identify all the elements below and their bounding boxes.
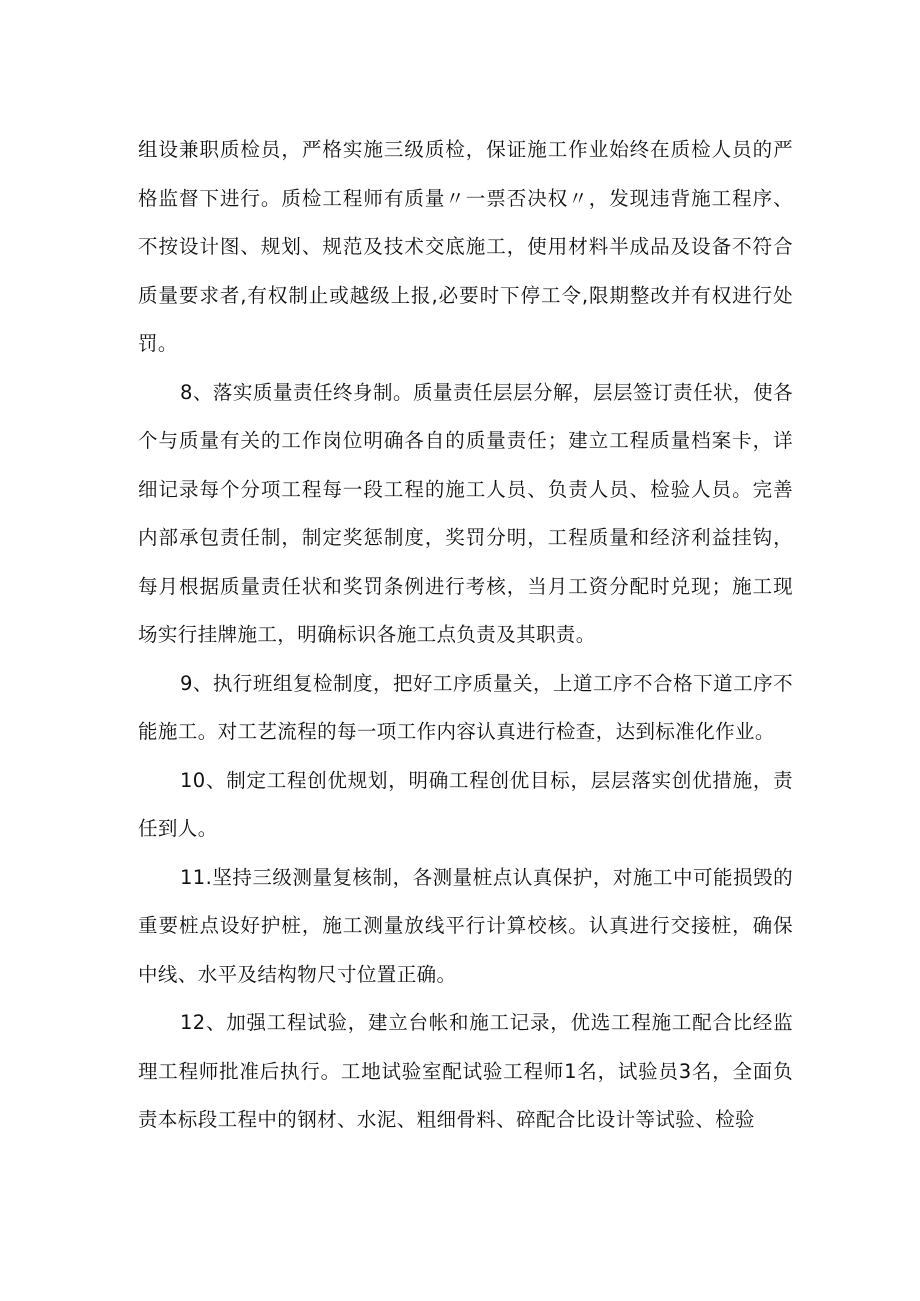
- document-body: [138, 126, 793, 1145]
- paragraph-item-12: 12、加强工程试验，建立台帐和施工记录，优选工程施工配合比经监理工程师批准后执行。工地试验室配试验工程师1名，试验员3名，全面负责本标段工程中的钢材、水泥、粗细骨料、碎配合比设计等试验、检验: [138, 1011, 793, 1131]
- paragraph-continuation: 组设兼职质检员，严格实施三级质检，保证施工作业始终在质检人员的严格监督下进行。质检工程师有质量〃一票否决权〃，发现违背施工程序、不按设计图、规划、规范及技术交底施工，使用材料半成品及设备不符合质量要求者,有权制止或越级上报,必要时下停工令,限期整改并有权进行处罚。: [138, 138, 793, 355]
- paragraph-item-10: 10、制定工程创优规划，明确工程创优目标，层层落实创优措施，责任到人。: [138, 768, 793, 840]
- paragraph-item-11: 11.坚持三级测量复核制，各测量桩点认真保护，对施工中可能损毁的重要桩点设好护桩，施工测量放线平行计算校核。认真进行交接桩，确保中线、水平及结构物尺寸位置正确。: [138, 865, 793, 986]
- paragraph-item-8: 8、落实质量责任终身制。质量责任层层分解，层层签订责任状，使各个与质量有关的工作岗位明确各自的质量责任；建立工程质量档案卡，详细记录每个分项工程每一段工程的施工人员、负责人员、检验人员。完善内部承包责任制，制定奖惩制度，奖罚分明，工程质量和经济利益挂钩，每月根据质量责任状和奖罚条例进行考核，当月工资分配时兑现；施工现场实行挂牌施工，明确标识各施工点负责及其职责。: [138, 380, 793, 646]
- paragraph-item-9: 9、执行班组复检制度，把好工序质量关，上道工序不合格下道工序不能施工。对工艺流程的每一项工作内容认真进行检查，达到标准化作业。: [138, 671, 793, 743]
